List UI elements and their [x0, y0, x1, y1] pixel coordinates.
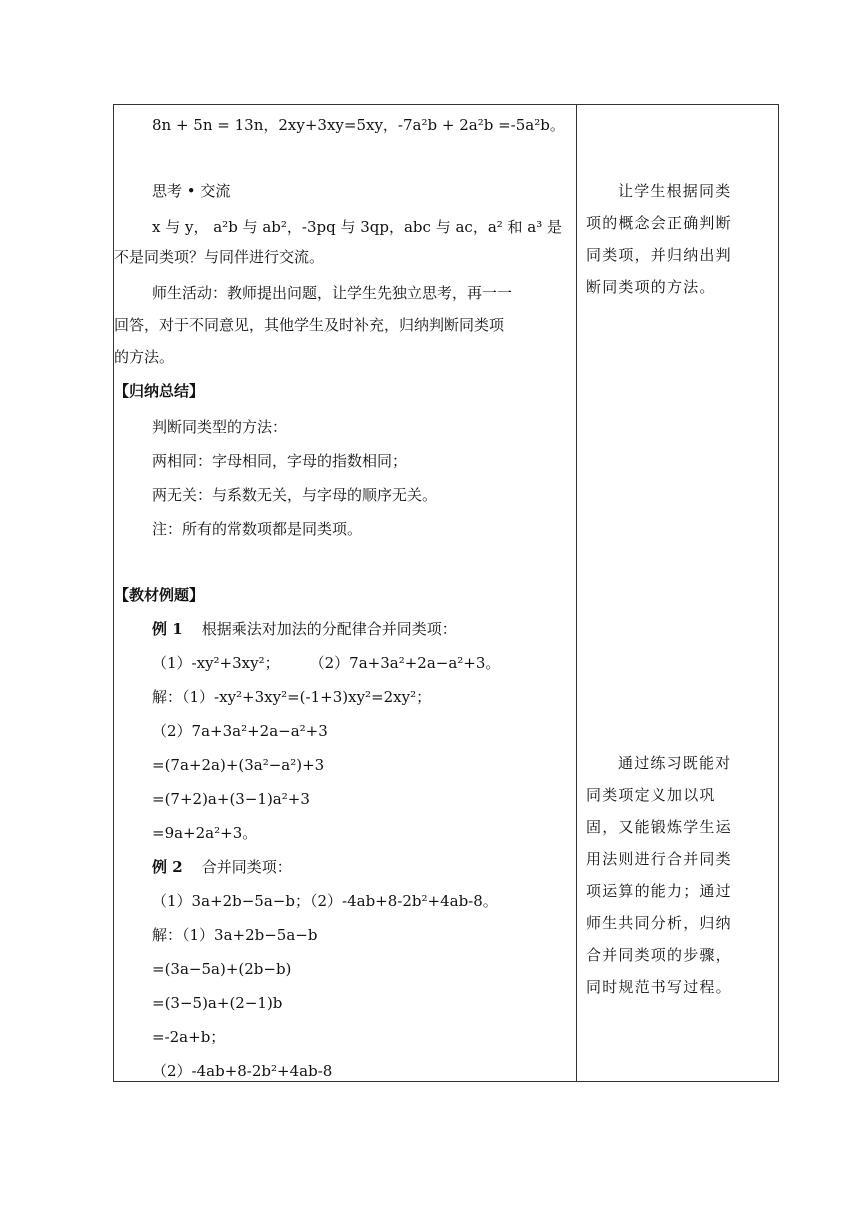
- note2-line: 项运算的能力；通过: [586, 882, 732, 900]
- example1-title: [152, 619, 457, 639]
- summary-line2: 两相同：字母相同，字母的指数相同；: [152, 452, 408, 470]
- example1-label: 例 1: [152, 620, 183, 638]
- example1-solution-line2: （2）7a+3a²+2a−a²+3: [152, 722, 328, 740]
- example2-label: 例 2: [152, 858, 183, 876]
- example2-questions: （1）3a+2b−5a−b；（2）-4ab+8-2b²+4ab-8。: [152, 892, 498, 910]
- example-heading: 【教材例题】: [114, 586, 205, 604]
- note1-line: 让学生根据同类: [618, 182, 732, 200]
- example2-text: 合并同类项：: [201, 858, 292, 876]
- example1-solution-line5: =9a+2a²+3。: [152, 824, 258, 842]
- activity-line2: 回答，对于不同意见，其他学生及时补充，归纳判断同类项: [114, 316, 505, 334]
- example2-solution-line2: =(3a−5a)+(2b−b): [152, 960, 292, 978]
- example1-questions: （1）-xy²+3xy²； （2）7a+3a²+2a−a²+3。: [152, 654, 501, 672]
- note1-line: 断同类项的方法。: [586, 278, 716, 296]
- summary-line3: 两无关：与系数无关，与字母的顺序无关。: [152, 486, 438, 504]
- teaching-note-1: [586, 175, 771, 303]
- column-divider: [576, 105, 577, 1081]
- note2-line: 同时规范书写过程。: [586, 978, 732, 996]
- note2-line: 师生共同分析，归纳: [586, 914, 732, 932]
- note2-line: 合并同类项的步骤，: [586, 946, 732, 964]
- example2-solution-line1: 解：（1）3a+2b−5a−b: [152, 926, 318, 944]
- note2-line: 同类项定义加以巩: [586, 786, 716, 804]
- example1-solution-line1: 解：（1）-xy²+3xy²=(-1+3)xy²=2xy²；: [152, 688, 432, 706]
- think-question-line1: x 与 y， a²b 与 ab²，-3pq 与 3qp，abc 与 ac，a² 和 a³ 是: [152, 218, 563, 236]
- note1-line: 项的概念会正确判断: [586, 214, 732, 232]
- example2-solution-line5: （2）-4ab+8-2b²+4ab-8: [152, 1062, 333, 1080]
- note2-line: 用法则进行合并同类: [586, 850, 732, 868]
- example1-solution-line4: =(7+2)a+(3−1)a²+3: [152, 790, 310, 808]
- think-question-line2: 不是同类项？与同伴进行交流。: [114, 248, 325, 266]
- example2-solution-line4: =-2a+b；: [152, 1028, 226, 1046]
- summary-heading: 【归纳总结】: [114, 382, 205, 400]
- note2-line: 固，又能锻炼学生运: [586, 818, 732, 836]
- summary-line4: 注：所有的常数项都是同类项。: [152, 520, 363, 538]
- example2-solution-line3: =(3−5)a+(2−1)b: [152, 994, 283, 1012]
- think-exchange-title: 思考 • 交流: [152, 182, 231, 200]
- activity-line1: 师生活动：教师提出问题，让学生先独立思考，再一一: [152, 284, 513, 302]
- summary-line1: 判断同类型的方法：: [152, 418, 288, 436]
- note2-line: 通过练习既能对: [618, 754, 732, 772]
- teaching-note-2: [586, 747, 771, 1003]
- example1-solution-line3: =(7a+2a)+(3a²−a²)+3: [152, 756, 325, 774]
- example2-title: [152, 857, 292, 877]
- example1-text: 根据乘法对加法的分配律合并同类项：: [201, 620, 457, 638]
- like-terms-examples: 8n + 5n = 13n，2xy+3xy=5xy，-7a²b + 2a²b =-5a²b。: [152, 116, 565, 134]
- note1-line: 同类项，并归纳出判: [586, 246, 732, 264]
- lesson-table: [113, 104, 779, 1082]
- activity-line3: 的方法。: [114, 348, 175, 366]
